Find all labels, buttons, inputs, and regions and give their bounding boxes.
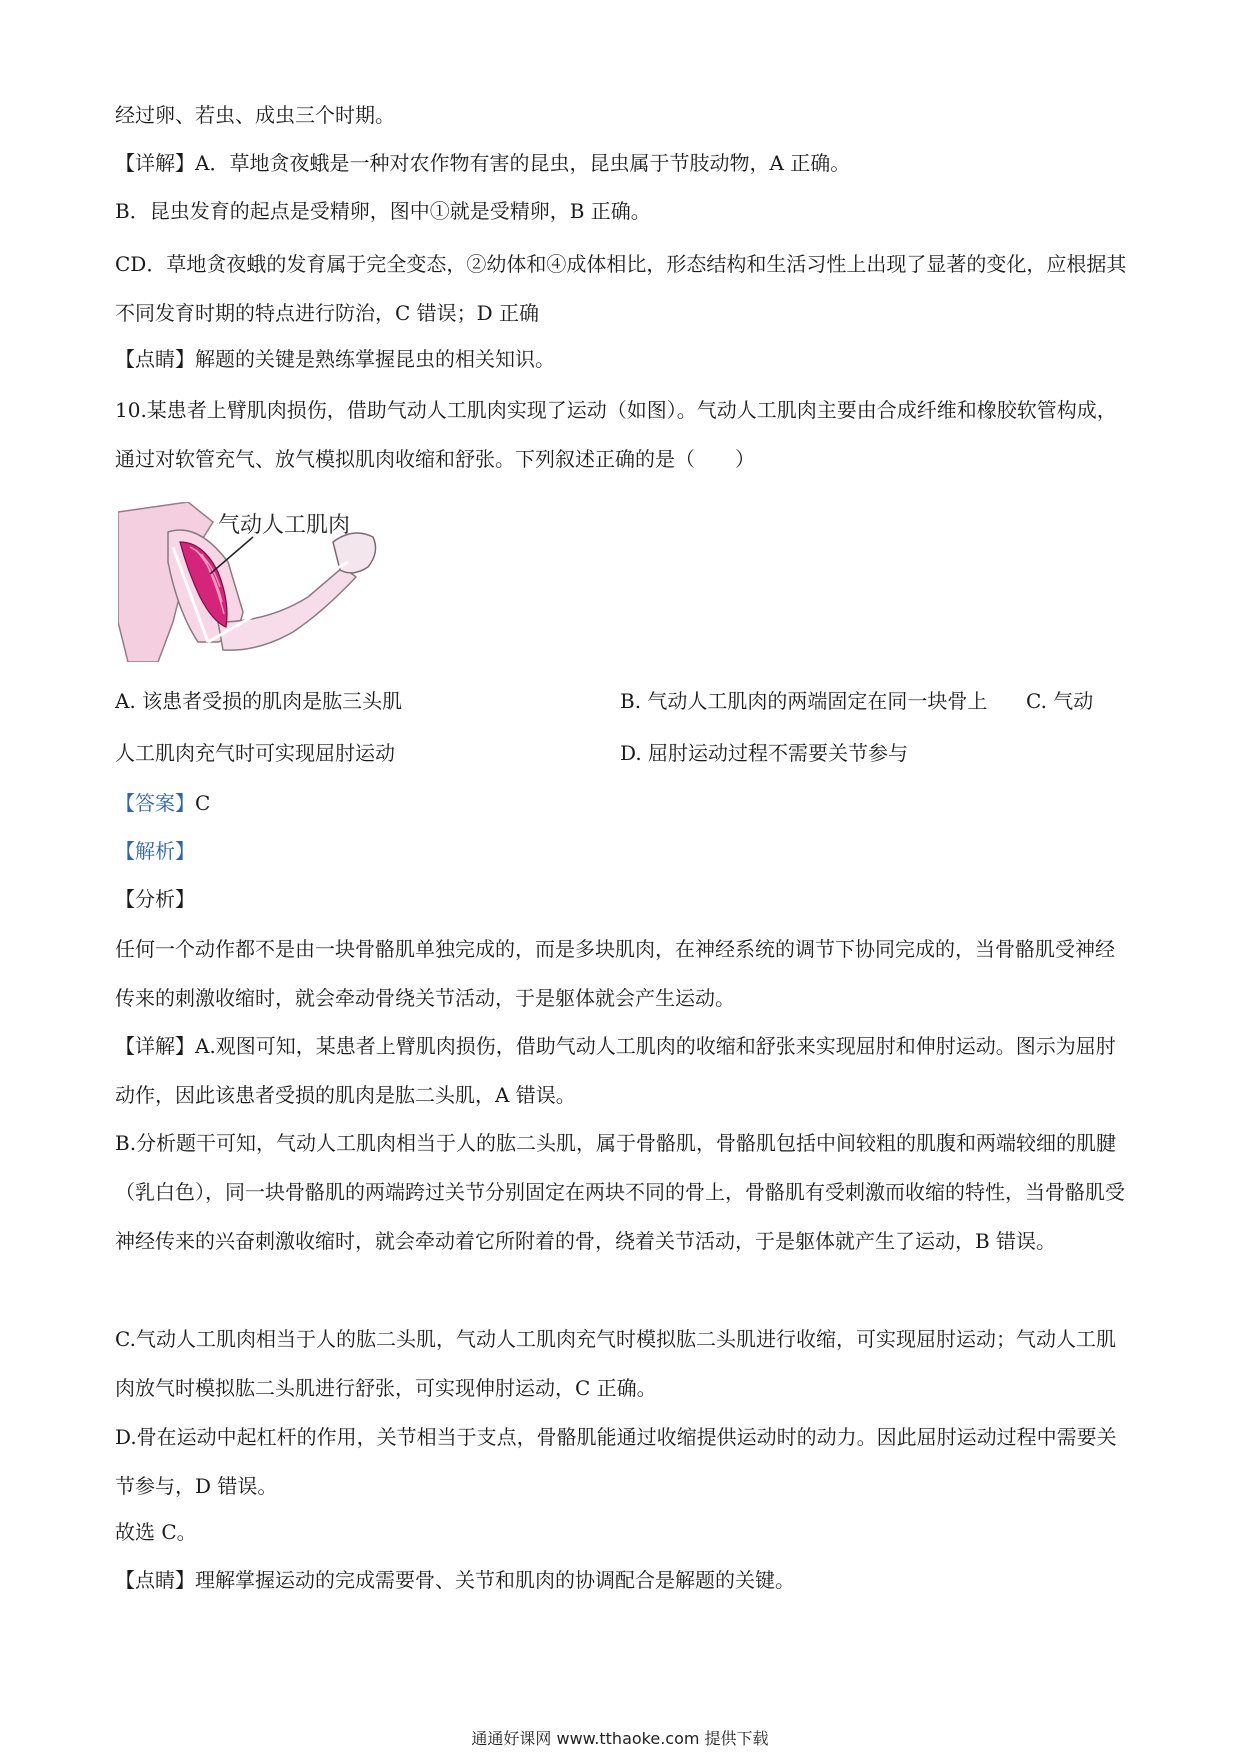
detail-a-analysis: 【详解】A.观图可知，某患者上臂肌肉损伤，借助气动人工肌肉的收缩和舒张来实现屈肘和伸肘运动。图示为屈肘动作，因此该患者受损的肌肉是肱二头肌，A 错误。 [115,1034,1116,1107]
detail-a-text: 【详解】A．草地贪夜蛾是一种对农作物有害的昆虫，昆虫属于节肢动物，A 正确。 [115,151,851,175]
option-c-end: 人工肌肉充气时可实现屈肘运动 [115,741,395,765]
fenxi-text: 任何一个动作都不是由一块骨骼肌单独完成的，而是多块肌肉，在神经系统的调节下协同完成的，当骨骼肌受神经传来的刺激收缩时，就会牵动骨绕关节活动，于是躯体就会产生运动。 [115,937,1115,1010]
text-line-1: 经过卵、若虫、成虫三个时期。 [115,103,395,127]
answer-tag: 【答案】 [115,791,195,815]
answer-line [115,788,210,818]
arm-illustration [118,502,398,662]
option-c-start: C. 气动 [1026,689,1094,713]
answer-value: C [195,791,211,815]
option-d: D. 屈肘运动过程不需要关节参与 [620,741,909,765]
figure-label: 气动人工肌肉 [218,513,351,538]
option-a: A. 该患者受损的肌肉是肱三头肌 [115,689,403,713]
detail-d-analysis: D.骨在运动中起杠杆的作用，关节相当于支点，骨骼肌能通过收缩提供运动时的动力。因此屈肘运动过程中需要关节参与，D 错误。 [115,1425,1117,1498]
footer-watermark: 通通好课网 www.tthaoke.com 提供下载 [471,1729,769,1748]
arm-muscle-figure [118,502,398,662]
detail-b-analysis: B.分析题干可知，气动人工肌肉相当于人的肱二头肌，属于骨骼肌，骨骼肌包括中间较粗的肌腹和两端较细的肌腱（乳白色），同一块骨骼肌的两端跨过关节分别固定在两块不同的骨上，骨骼肌有受刺激而收缩的特性，当骨骼肌受神经传来的兴奋刺激收缩时，就会牵动着它所附着的骨，绕着关节活动，于是躯体就产生了运动，B 错误。 [115,1131,1125,1253]
detail-b-text: B．昆虫发育的起点是受精卵，图中①就是受精卵，B 正确。 [115,199,651,223]
detail-cd-text: CD．草地贪夜蛾的发育属于完全变态，②幼体和④成体相比，形态结构和生活习性上出现了显著的变化，应根据其不同发育时期的特点进行防治，C 错误；D 正确 [115,252,1127,325]
jiexi-tag: 【解析】 [115,839,195,863]
option-b: B. 气动人工肌肉的两端固定在同一块骨上 [620,689,988,713]
conclusion-text: 故选 C。 [115,1520,197,1544]
detail-c-analysis: C.气动人工肌肉相当于人的肱二头肌，气动人工肌肉充气时模拟肱二头肌进行收缩，可实现屈肘运动；气动人工肌肉放气时模拟肱二头肌进行舒张，可实现伸肘运动，C 正确。 [115,1327,1116,1400]
dianjing-2-text: 【点睛】理解掌握运动的完成需要骨、关节和肌肉的协调配合是解题的关键。 [115,1568,795,1592]
question-10-text: 10.某患者上臂肌肉损伤，借助气动人工肌肉实现了运动（如图）。气动人工肌肉主要由合成纤维和橡胶软管构成，通过对软管充气、放气模拟肌肉收缩和舒张。下列叙述正确的是（ ） [115,398,1117,471]
dianjing-text: 【点睛】解题的关键是熟练掌握昆虫的相关知识。 [115,347,555,371]
fenxi-tag: 【分析】 [115,887,195,911]
